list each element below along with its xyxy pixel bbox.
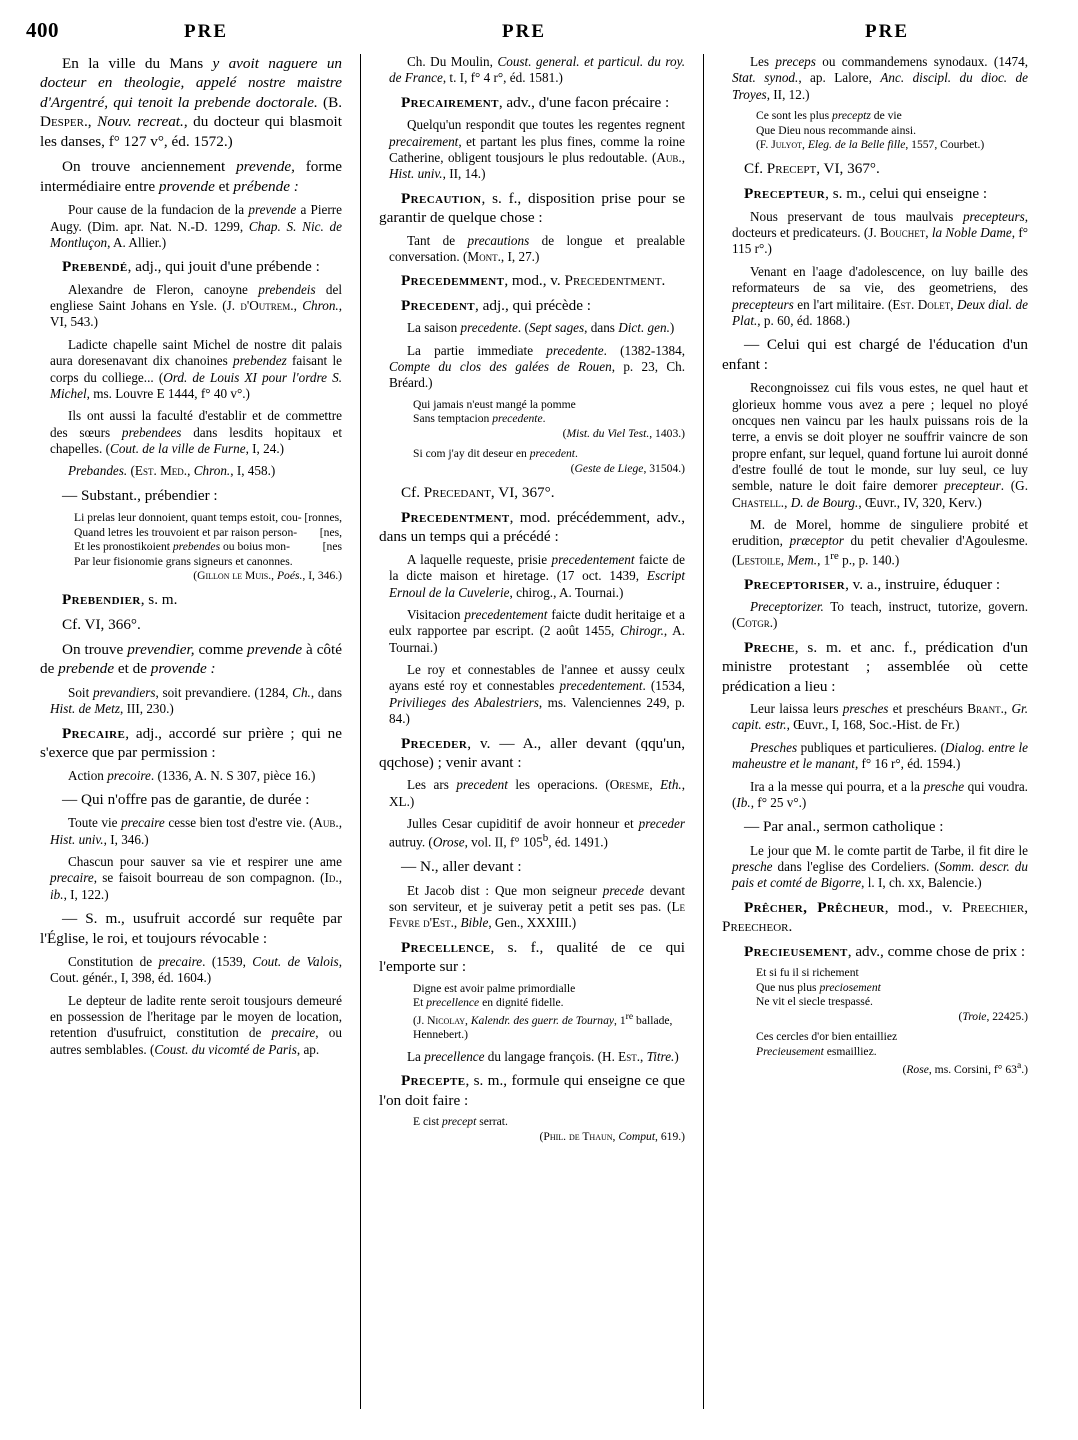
text-columns (26, 54, 1052, 1409)
definition-paragraph: On trouve anciennement prevende, forme intermédiaire entre provende et prébende : (40, 158, 343, 195)
column-two (369, 54, 695, 1409)
definition-paragraph: On trouve prevendier, comme prevende à côté de prebende et de provende : (40, 640, 342, 678)
citation-paragraph: Soit prevandiers, soit prevandiere. (1284, Ch., dans Hist. de Metz, III, 230.) (50, 684, 342, 717)
citation-paragraph: Nous preservant de tous maulvais precepteurs, docteurs et predicateurs. (J. Bouchet, la Noble Dame, f° 115 r°.) (732, 208, 1028, 257)
citation-paragraph: Julles Cesar cupiditif de avoir honneur et preceder autruy. (Orose, vol. II, f° 105$^b$, éd. 1491.) (389, 816, 685, 850)
definition-paragraph: Cf. Precept, VI, 367°. (744, 159, 880, 177)
dictionary-entry: Precellence, s. f., qualité de ce qui l'emporte sur : (379, 938, 685, 976)
definition-paragraph: — Par anal., sermon catholique : (744, 818, 944, 836)
citation-paragraph: Visitacion precedentement faicte dudit heritaige et a eulx rapportee par escript. (2 août 1455, Chirogr., A. Tournai.) (389, 606, 686, 655)
citation-paragraph: Constitution de precaire. (1539, Cout. de Valois, Cout. génér., I, 398, éd. 1604.) (50, 954, 342, 986)
citation-paragraph: Ch. Du Moulin, Coust. general. et particul. du roy. de France, t. I, f° 4 r°, éd. 1581.) (389, 54, 686, 86)
column-one (26, 54, 352, 1409)
running-head-right: PRE (865, 21, 909, 42)
citation-paragraph: Alexandre de Fleron, canoyne prebendeis del engliese Saint Johans en Ysle. (J. d'Outrem., Chron., VI, 543.) (50, 281, 343, 330)
citation-paragraph: Toute vie precaire cesse bien tost d'estre vie. (Aub., Hist. univ., I, 346.) (50, 815, 343, 847)
citation-paragraph: Le depteur de ladite rente seroit tousjours demeuré en possession de l'heritage par le moyen de location, retention d'usufruict, constitution de precaire, ou autres semblables. (Coust. du vicomté de Paris, ap. (50, 992, 342, 1057)
citation-paragraph: Ils ont aussi la faculté d'establir et de commettre des sœurs prebendees dans lesdits hopitaux et chapelles. (Cout. de la ville de Furne, I, 24.) (50, 408, 343, 456)
citation-paragraph: Tant de precautions de longue et prealable conversation. (Mont., I, 27.) (389, 232, 685, 264)
citation-paragraph: Les preceps ou commandemens synodaux. (1474, Stat. synod., ap. Lalore, Anc. discipl. du dioc. de Troyes, II, 12.) (732, 54, 1028, 102)
citation-paragraph: Les ars precedent les operacions. (Oresme, Eth., XL.) (389, 777, 686, 809)
dictionary-entry: Precedentment, mod. précédemment, adv., dans un temps qui a précédé : (379, 509, 685, 546)
definition-paragraph: — S. m., usufruit accordé sur requête par l'Église, le roi, et toujours révocable : (40, 910, 342, 947)
running-head-left: PRE (184, 21, 228, 42)
citation-paragraph: La partie immediate precedente. (1382-1384, Compte du clos des galées de Rouen, p. 23, Ch. Bréard.) (389, 342, 685, 391)
column-three (712, 54, 1038, 1409)
dictionary-entry: Prebendier, s. m. (62, 591, 178, 609)
dictionary-entry: Precepteur, s. m., celui qui enseigne : (744, 185, 988, 203)
citation-paragraph: Prebandes. (Est. Med., Chron., I, 458.) (68, 463, 276, 479)
dictionary-entry: Precaution, s. f., disposition prise pour se garantir de quelque chose : (379, 189, 685, 227)
running-head-center: PRE (502, 21, 546, 42)
verse-quotation: Si com j'ay dit deseur en precedent. (Geste de Liege, 31504.) (413, 447, 685, 475)
page-header (26, 18, 1052, 52)
verse-quotation: E cist precept serrat. (Phil. de Thaun, Comput, 619.) (413, 1115, 685, 1143)
citation-paragraph: Presches publiques et particulieres. (Dialog. entre le maheustre et le manant, f° 16 r°, éd. 1594.) (732, 739, 1028, 772)
citation-paragraph: Ira a la messe qui pourra, et a la presche qui voudra. (Ib., f° 25 v°.) (732, 778, 1028, 810)
citation-paragraph: Quelqu'un respondit que toutes les regentes regnent precairement, et partant les plus fines, comme la roine Catherine, obligent tousjours le plus redoutable. (Aub., Hist. univ., II, 14.) (389, 117, 685, 182)
verse-quotation: Li prelas leur donnoient, quant temps estoit, cou- [ronnes, Quand letres les trouvoient et par raison person- [nes, Et les pronostikoient prebendes ou boius mon- [nes Par leur fisionomie grans signeurs et canonnes. (Gillon le Muis., Poés., I, 346.) (74, 511, 342, 583)
dictionary-entry: Precaire, adj., accordé sur prière ; qui ne s'exerce que par permission : (40, 724, 342, 762)
citation-paragraph: Preceptorizer. To teach, instruct, tutorize, govern. (Cotgr.) (732, 598, 1028, 631)
verse-quotation: Ce sont les plus preceptz de vie Que Dieu nous recommande ainsi. (F. Julyot, Eleg. de la Belle fille, 1557, Courbet.) (756, 109, 985, 152)
definition-paragraph: — Qui n'offre pas de garantie, de durée : (62, 790, 310, 808)
column-divider-2 (703, 54, 704, 1409)
citation-paragraph: Venant en l'aage d'adolescence, on luy baille des reformateurs de sa vie, des geometriens, des precepteurs en l'art militaire. (Est. Dolet, Deux dial. de Plat., p. 60, éd. 1868.) (732, 263, 1029, 328)
dictionary-entry: Precedent, adj., qui précède : (401, 296, 591, 314)
verse-quotation: Digne est avoir palme primordialle Et precellence en dignité fidelle. (J. Nicolay, Kalendr. des guerr. de Tournay, 1re ballade, Hennebert.) (413, 981, 673, 1042)
citation-paragraph: Chascun pour sauver sa vie et respirer une ame precaire, se faisoit bourreau de son compagnon. (Id., ib., I, 122.) (50, 854, 342, 902)
citation-paragraph: La saison precedente. (Sept sages, dans Dict. gen.) (407, 320, 675, 336)
dictionary-entry: Prêcher, Prêcheur, mod., v. Preechier, Preecheor. (722, 898, 1029, 936)
verse-quotation: Et si fu il si richement Que nus plus preciosement Ne vit el siecle trespassé. (Troie, 22425.) (756, 966, 1028, 1023)
citation-paragraph: M. de Morel, homme de singuliere probité et erudition, præceptor du petit chevalier d'Agoulesme. (Lestoile, Mem., 1re p., p. 140.) (732, 517, 1028, 568)
column-divider-1 (360, 54, 361, 1409)
citation-paragraph: Et Jacob dist : Que mon seigneur precede devant son serviteur, et je suiveray petit a petit ses pas. (Le Fevre d'Est., Bible, Gen., XXXIII.) (389, 882, 685, 931)
citation-paragraph: Recongnoissez cui fils vous estes, ne quel haut et glorieux homme vous avez a pere ; lequel no ployé oncques nen vaincu par les haulx puissans rois de la terre, a envis se doit ployer ne souffrir vaincre de son propre enfant, sur lequel, quand fortune lui auroit donné d'estre foullé de tout le monde, sur luy seul, ce luy semble, nature le doit faire demorer precepteur. (G. Chastell., D. de Bourg., Œuvr., IV, 320, Kerv.) (732, 380, 1028, 510)
definition-paragraph: Cf. Precedant, VI, 367°. (401, 483, 555, 501)
dictionary-entry: Precieusement, adv., comme chose de prix : (744, 942, 1026, 960)
dictionary-entry: Preceder, v. — A., aller devant (qqu'un, qqchose) ; venir avant : (379, 734, 685, 771)
definition-paragraph: En la ville du Mans y avoit naguere un docteur en theologie, appelé nostre maistre d'Argentré, qui tenoit la prebende doctorale. (B. Desper., Nouv. recreat., du docteur qui blasmoit les danses, f° 127 v°, éd. 1572.) (40, 55, 343, 150)
citation-paragraph: Pour cause de la fundacion de la prevende a Pierre Augy. (Dim. apr. Nat. N.-D. 1299, Chap. S. Nic. de Montluçon, A. Allier.) (50, 202, 343, 250)
folio-number: 400 (26, 18, 59, 42)
dictionary-entry: Precedemment, mod., v. Precedentment. (401, 272, 666, 290)
citation-paragraph: Ladicte chapelle saint Michel de nostre dit palais aura doresenavant dix chanoines prebendez faisant le corps du colliege... (Ord. de Louis XI pour l'ordre S. Michel, ms. Louvre E 1444, f° 40 v°.) (50, 336, 343, 401)
citation-paragraph: Leur laissa leurs presches et preschéurs Brant., Gr. capit. estr., Œuvr., I, 168, Soc.-Hist. de Fr.) (732, 701, 1029, 733)
dictionary-entry: Precairement, adv., d'une facon précaire : (401, 93, 670, 111)
dictionary-entry: Preceptoriser, v. a., instruire, éduquer : (744, 575, 1001, 593)
dictionary-entry: Precepte, s. m., formule qui enseigne ce que l'on doit faire : (379, 1072, 685, 1109)
definition-paragraph: — N., aller devant : (401, 858, 522, 876)
definition-paragraph: — Substant., prébendier : (62, 486, 218, 504)
citation-paragraph: La precellence du langage françois. (H. Est., Titre.) (407, 1048, 679, 1064)
citation-paragraph: Action precoire. (1336, A. N. S 307, pièce 16.) (68, 767, 316, 783)
definition-paragraph: Cf. VI, 366°. (62, 615, 141, 633)
citation-paragraph: A laquelle requeste, prisie precedentement faicte de la dicte maison et hiretage. (17 oct. 1439, Escript Ernoul de la Cuvelerie, chirog., A. Tournai.) (389, 551, 685, 600)
dictionary-entry: Prebendé, adj., qui jouit d'une prébende : (62, 258, 320, 276)
citation-paragraph: Le jour que M. le comte partit de Tarbe, il fit dire le presche dans l'eglise des Cordeliers. (Somm. descr. du pais et comté de Bigorre, l. I, ch. xx, Balencie.) (732, 842, 1028, 891)
definition-paragraph: — Celui qui est chargé de l'éducation d'un enfant : (722, 336, 1028, 373)
citation-paragraph: Le roy et connestables de l'annee et aussy ceulx ayans esté roy et connestables precedentement. (1534, Privilieges des Abalestriers, ms. Valenciennes 249, p. 84.) (389, 662, 685, 727)
dictionary-entry: Preche, s. m. et anc. f., prédication d'un ministre protestant ; assemblée où cette prédication a lieu : (722, 638, 1028, 695)
verse-quotation: Qui jamais n'eust mangé la pomme Sans temptacion precedente. (Mist. du Viel Test., 1403.) (413, 397, 685, 440)
verse-quotation: Ces cercles d'or bien entailliez Precieusement esmailliez. (Rose, ms. Corsini, f° 63$^a$.) (756, 1030, 1028, 1076)
